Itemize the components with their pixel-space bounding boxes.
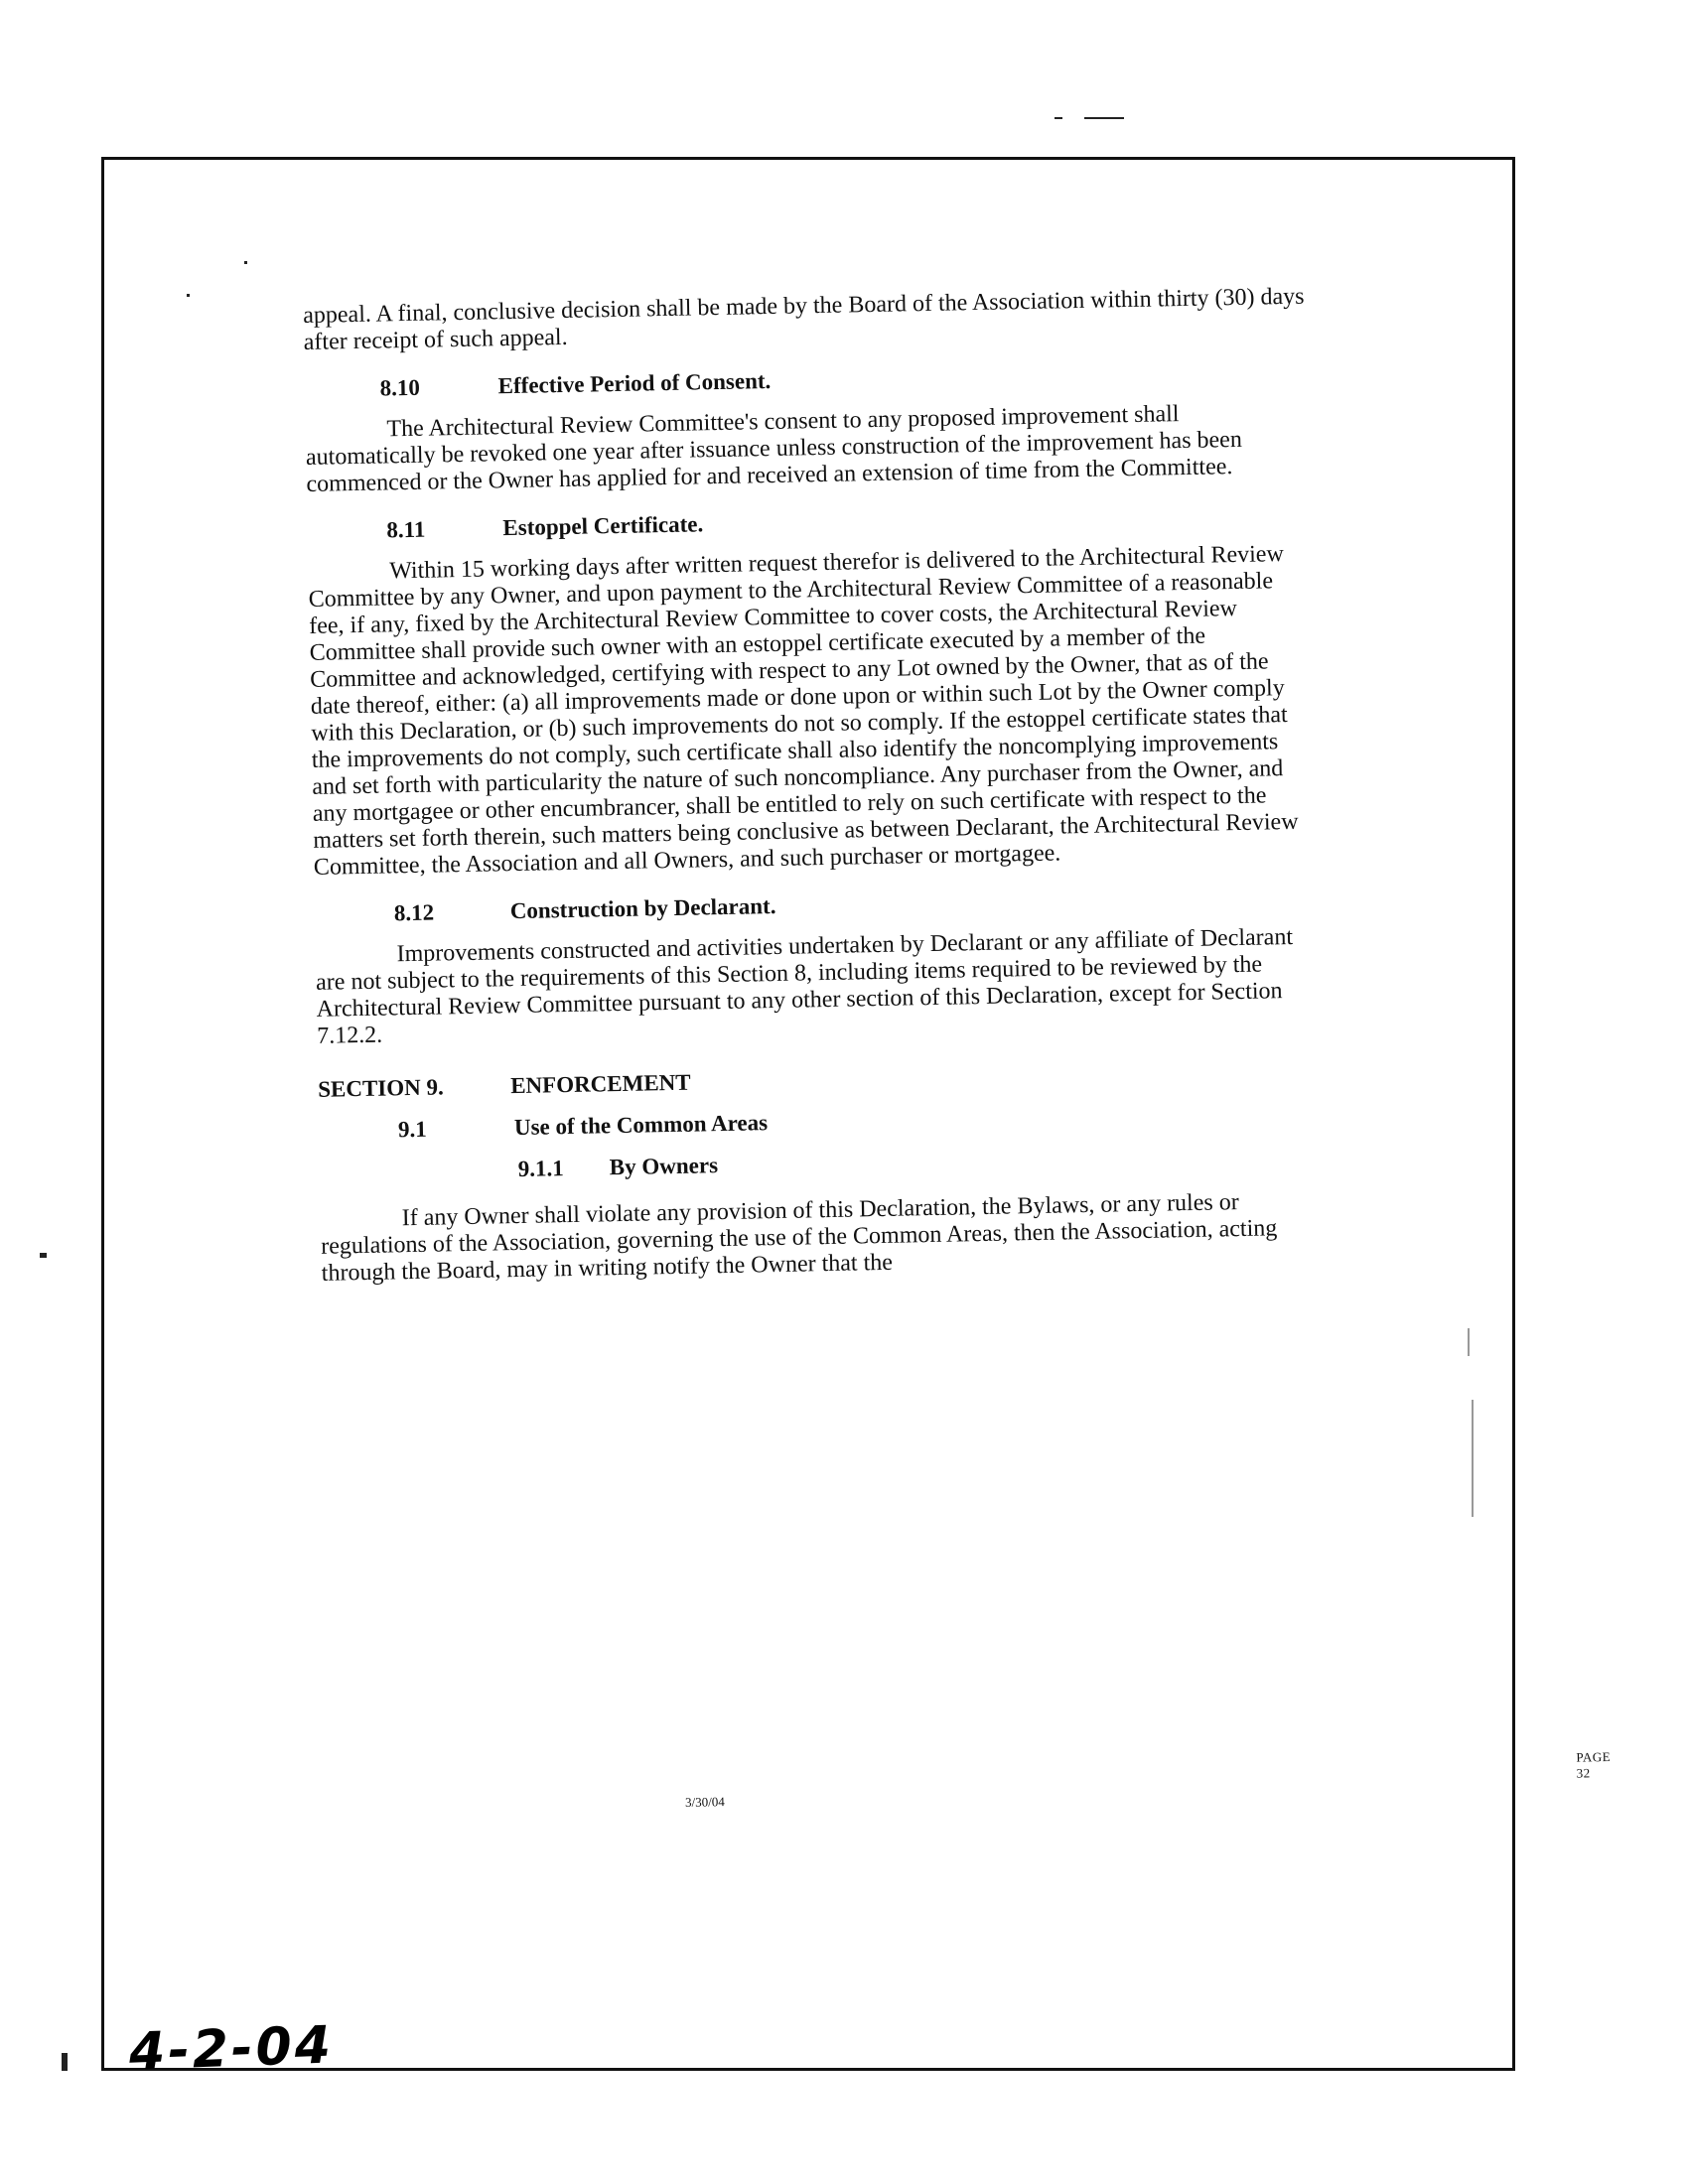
section-title: Estoppel Certificate. [502,511,704,541]
scan-mark [244,261,247,264]
scan-mark [1472,1400,1474,1517]
section-number: 9.1.1 [517,1156,565,1181]
section-number: 9.1 [397,1116,427,1143]
section-8-11-body: Within 15 working days after written request therefor is delivered to the Architectural Review Committee by any Owner, and upon payment to the Architectural Review Committee of a reasonable fee, if any, fixed by the Architectural Review Committee to cover costs, the Architectural Review Committee shall provide such owner with an estoppel certificate executed by a member of the Committee and acknowledged, certifying with respect to any Lot owned by the Owner, that as of the date thereof, either: (a) all improvements made or done upon or within such Lot by the Owner comply with this Declaration, or (b) such improvements do not so comply. If the estoppel certificate states that the improvements do not comply, such certificate shall also identify the noncomplying improvements and set forth with particularity the nature of such noncompliance. Any purchaser from the Owner, and any mortgagee or other encumbrancer, shall be entitled to rely on such certificate with respect to the matters set forth therein, such matters being conclusive as between Declarant, the Architectural Review Committee, the Association and all Owners, and such purchaser or mortgagee. [308,541,1299,881]
scan-mark [187,294,190,297]
handwritten-date: 4-2-04 [128,2015,335,2083]
scan-mark [62,2053,68,2071]
scan-mark [1084,117,1124,119]
document-body [303,283,1612,1810]
section-9-1-1-body: If any Owner shall violate any provision of this Declaration, the Bylaws, or any rules or regulations of the Association, governing the use of the Common Areas, then the Association, acting through the Board, may in writing notify the Owner that the [321,1189,1278,1287]
section-number: SECTION 9. [317,1074,444,1102]
section-title: Effective Period of Consent. [497,367,772,399]
section-title: By Owners [609,1153,719,1180]
footer-date: 3/30/04 [684,1794,725,1810]
section-title: Use of the Common Areas [513,1110,769,1141]
section-title: Construction by Declarant. [509,892,776,924]
intro-paragraph: appeal. A final, conclusive decision shall be made by the Board of the Association within thirty (30) days after receipt of such appeal. [303,283,1305,355]
section-8-10-body: The Architectural Review Committee's consent to any proposed improvement shall automatically be revoked one year after issuance unless construction of the improvement has been commenced or the Owner has applied for and received an extension of time from the Committee. [305,401,1243,497]
scan-mark [1055,117,1062,119]
section-number: 8.10 [379,374,421,401]
scan-mark [40,1253,47,1258]
section-title: ENFORCEMENT [509,1069,691,1099]
page-number: PAGE 32 [1576,1748,1612,1781]
section-8-12-body: Improvements constructed and activities undertaken by Declarant or any affiliate of Declarant are not subject to the requirements of this Section 8, including items required to be reviewed by the Architectural Review Committee pursuant to any other section of this Declaration, except for Section 7.12.2. [315,923,1294,1049]
section-number: 8.12 [393,899,435,926]
scan-mark [1468,1328,1470,1356]
section-number: 8.11 [386,516,426,543]
